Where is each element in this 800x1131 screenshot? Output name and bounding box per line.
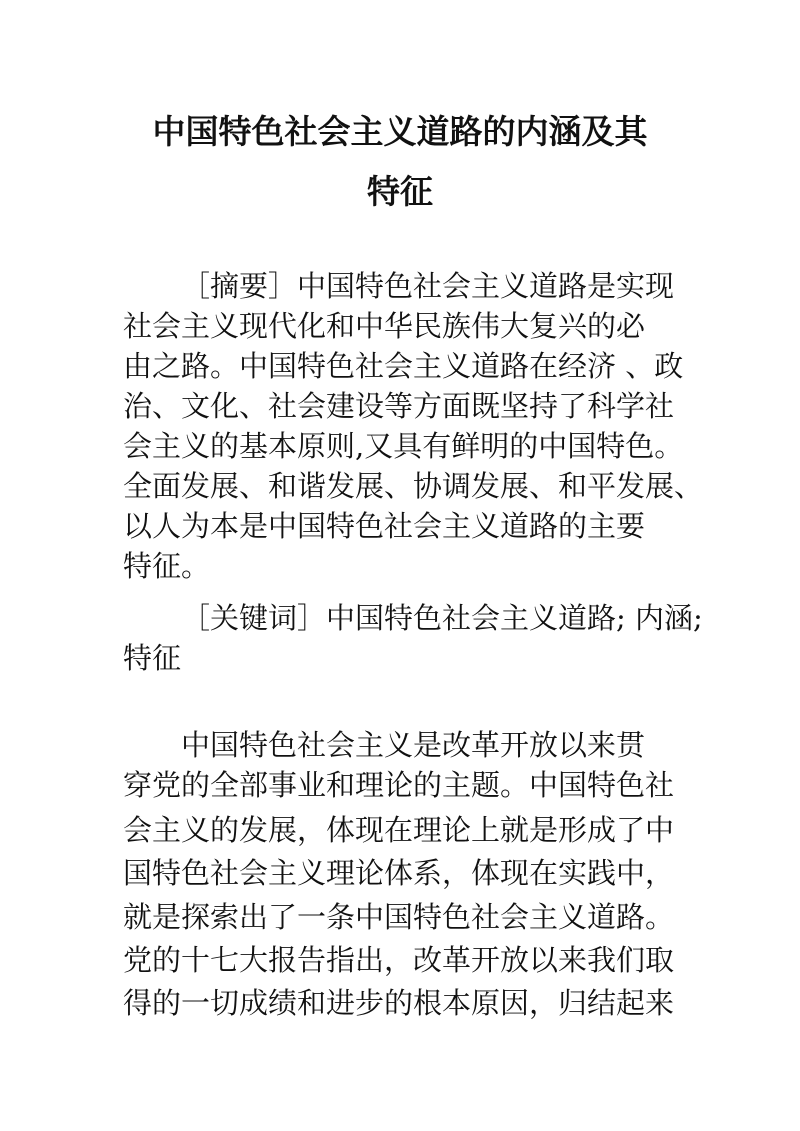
abstract-line-5: 会主义的基本原则,又具有鲜明的中国特色。 <box>123 429 684 463</box>
body-line-1: 中国特色社会主义是改革开放以来贯 <box>181 728 646 762</box>
body-line-3: 会主义的发展，体现在理论上就是形成了中 <box>123 813 675 847</box>
abstract-line-6: 全面发展、和谐发展、协调发展、和平发展、 <box>123 469 704 503</box>
abstract-line-1: ［摘要］中国特色社会主义道路是实现 <box>181 269 675 303</box>
body-line-5: 就是探索出了一条中国特色社会主义道路。 <box>123 900 675 934</box>
document-title-line-1: 中国特色社会主义道路的内涵及其 <box>152 112 648 151</box>
abstract-line-8: 特征。 <box>123 549 211 583</box>
abstract-line-4: 治、文化、社会建设等方面既坚持了科学社 <box>123 389 675 423</box>
keywords-line-2: 特征 <box>123 641 182 675</box>
abstract-line-2: 社会主义现代化和中华民族伟大复兴的必 <box>123 309 646 343</box>
body-line-4: 国特色社会主义理论体系，体现在实践中， <box>123 856 675 890</box>
body-line-2: 穿党的全部事业和理论的主题。中国特色社 <box>123 768 675 802</box>
keywords-line-1: ［关键词］中国特色社会主义道路; 内涵; <box>181 601 703 635</box>
abstract-line-3: 由之路。中国特色社会主义道路在经济 、政 <box>123 349 684 383</box>
document-title-line-2: 特征 <box>367 172 433 211</box>
abstract-line-7: 以人为本是中国特色社会主义道路的主要 <box>123 509 646 543</box>
body-line-7: 得的一切成绩和进步的根本原因，归结起来 <box>123 986 675 1020</box>
body-line-6: 党的十七大报告指出，改革开放以来我们取 <box>123 943 675 977</box>
